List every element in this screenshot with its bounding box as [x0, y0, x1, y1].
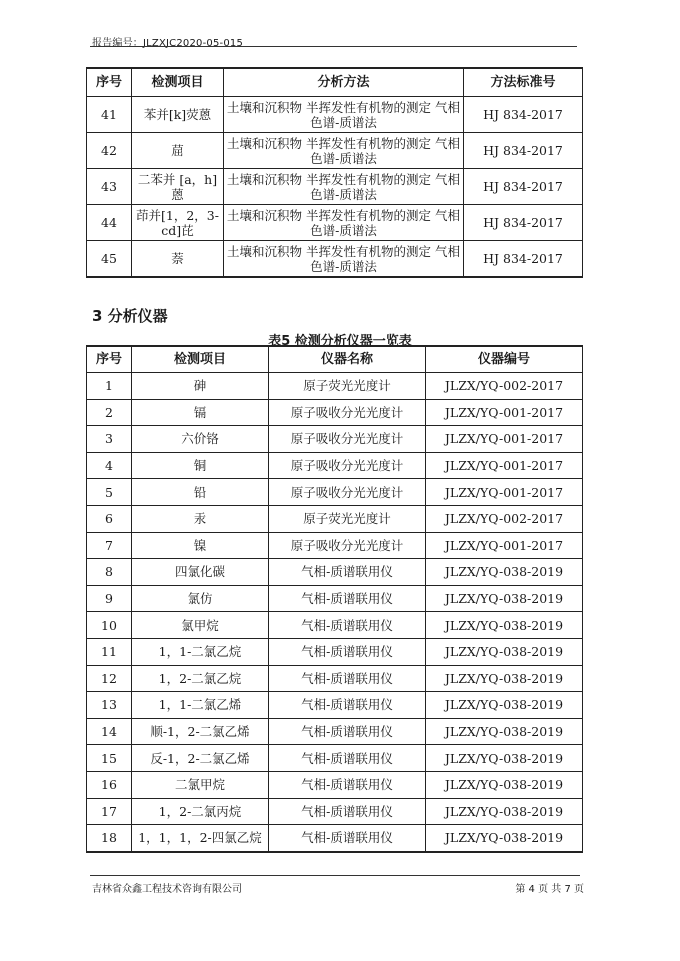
header-divider [90, 46, 577, 47]
table-caption: 表5 检测分析仪器一览表 [268, 334, 412, 349]
table-cell: JLZX/YQ-001-2017 [426, 452, 583, 479]
table-row [87, 399, 583, 426]
table-cell: JLZX/YQ-038-2019 [426, 825, 583, 852]
table-cell: 原子吸收分光光度计 [269, 426, 426, 453]
table-row [87, 241, 583, 278]
table-cell: HJ 834-2017 [464, 169, 583, 205]
table-row [87, 771, 583, 798]
company-name: 吉林省众鑫工程技术咨询有限公司 [92, 884, 242, 895]
table-cell: JLZX/YQ-002-2017 [426, 505, 583, 532]
table-cell: 12 [87, 665, 132, 692]
table-cell: JLZX/YQ-038-2019 [426, 771, 583, 798]
table-cell: 土壤和沉积物 半挥发性有机物的测定 气相色谱-质谱法 [224, 205, 464, 241]
column-header: 仪器名称 [269, 346, 426, 373]
table-row [87, 665, 583, 692]
table-cell: 8 [87, 559, 132, 586]
table-cell: 6 [87, 505, 132, 532]
table-cell: JLZX/YQ-038-2019 [426, 798, 583, 825]
footer-divider [90, 875, 580, 876]
section-title: 3 分析仪器 [92, 307, 168, 325]
table-cell: 原子荧光光度计 [269, 373, 426, 400]
table-cell: JLZX/YQ-038-2019 [426, 692, 583, 719]
column-header: 检测项目 [132, 68, 224, 97]
table-cell: 土壤和沉积物 半挥发性有机物的测定 气相色谱-质谱法 [224, 97, 464, 133]
method-table-header [87, 68, 583, 97]
table-cell: 䓛 [132, 133, 224, 169]
table-cell: 氯甲烷 [132, 612, 269, 639]
table-cell: 原子吸收分光光度计 [269, 399, 426, 426]
table-cell: 44 [87, 205, 132, 241]
table-cell: 7 [87, 532, 132, 559]
table-cell: 气相-质谱联用仪 [269, 665, 426, 692]
table-row [87, 169, 583, 205]
table-cell: JLZX/YQ-001-2017 [426, 399, 583, 426]
table-cell: 汞 [132, 505, 269, 532]
table-cell: 原子荧光光度计 [269, 505, 426, 532]
table-cell: 原子吸收分光光度计 [269, 452, 426, 479]
table-cell: HJ 834-2017 [464, 97, 583, 133]
table-row [87, 133, 583, 169]
table-cell: 10 [87, 612, 132, 639]
table-row [87, 97, 583, 133]
table-cell: 砷 [132, 373, 269, 400]
page-number: 第 4 页 共 7 页 [515, 884, 584, 895]
table-cell: 六价铬 [132, 426, 269, 453]
table-cell: 45 [87, 241, 132, 278]
table-cell: 气相-质谱联用仪 [269, 638, 426, 665]
table-cell: 苯并[k]荧蒽 [132, 97, 224, 133]
table-cell: 萘 [132, 241, 224, 278]
table-cell: 41 [87, 97, 132, 133]
column-header: 仪器编号 [426, 346, 583, 373]
table-cell: 气相-质谱联用仪 [269, 771, 426, 798]
column-header: 序号 [87, 68, 132, 97]
instrument-table [86, 345, 583, 853]
table-cell: HJ 834-2017 [464, 241, 583, 278]
table-cell: 1，1-二氯乙烯 [132, 692, 269, 719]
table-cell: 原子吸收分光光度计 [269, 532, 426, 559]
table-cell: 3 [87, 426, 132, 453]
table-cell: 13 [87, 692, 132, 719]
table-cell: 土壤和沉积物 半挥发性有机物的测定 气相色谱-质谱法 [224, 169, 464, 205]
table-cell: 土壤和沉积物 半挥发性有机物的测定 气相色谱-质谱法 [224, 241, 464, 278]
table-cell: JLZX/YQ-038-2019 [426, 559, 583, 586]
table-row [87, 205, 583, 241]
table-row [87, 532, 583, 559]
table-cell: 4 [87, 452, 132, 479]
table-cell: 1，2-二氯丙烷 [132, 798, 269, 825]
table-cell: 气相-质谱联用仪 [269, 585, 426, 612]
table-cell: 2 [87, 399, 132, 426]
table-row [87, 745, 583, 772]
column-header: 检测项目 [132, 346, 269, 373]
table-cell: 二氯甲烷 [132, 771, 269, 798]
table-cell: 17 [87, 798, 132, 825]
column-header: 分析方法 [224, 68, 464, 97]
table-row [87, 825, 583, 852]
report-number: 报告编号：JLZXJC2020-05-015 [92, 38, 244, 49]
table-cell: 5 [87, 479, 132, 506]
table-cell: JLZX/YQ-038-2019 [426, 612, 583, 639]
table-cell: 二苯并 [a，h]蒽 [132, 169, 224, 205]
table-cell: 9 [87, 585, 132, 612]
table-cell: 镉 [132, 399, 269, 426]
table-cell: 反-1，2-二氯乙烯 [132, 745, 269, 772]
table-cell: JLZX/YQ-038-2019 [426, 745, 583, 772]
table-row [87, 505, 583, 532]
table-cell: 11 [87, 638, 132, 665]
table-cell: 气相-质谱联用仪 [269, 559, 426, 586]
table-cell: 1，1，1，2-四氯乙烷 [132, 825, 269, 852]
table-row [87, 559, 583, 586]
table-cell: JLZX/YQ-001-2017 [426, 479, 583, 506]
table-row [87, 479, 583, 506]
table-row [87, 585, 583, 612]
table-cell: 1 [87, 373, 132, 400]
table-row [87, 373, 583, 400]
table-cell: 气相-质谱联用仪 [269, 798, 426, 825]
table-row [87, 612, 583, 639]
table-row [87, 692, 583, 719]
table-cell: 气相-质谱联用仪 [269, 825, 426, 852]
table-row [87, 718, 583, 745]
table-cell: JLZX/YQ-001-2017 [426, 426, 583, 453]
table-cell: 镍 [132, 532, 269, 559]
table-cell: JLZX/YQ-001-2017 [426, 532, 583, 559]
table-cell: 42 [87, 133, 132, 169]
table-cell: 铅 [132, 479, 269, 506]
column-header: 序号 [87, 346, 132, 373]
method-table [86, 67, 583, 278]
table-cell: 气相-质谱联用仪 [269, 745, 426, 772]
table-cell: JLZX/YQ-002-2017 [426, 373, 583, 400]
table-cell: 四氯化碳 [132, 559, 269, 586]
table-cell: JLZX/YQ-038-2019 [426, 665, 583, 692]
table-cell: 15 [87, 745, 132, 772]
table-cell: 铜 [132, 452, 269, 479]
instrument-table-header [87, 346, 583, 373]
table-cell: 气相-质谱联用仪 [269, 692, 426, 719]
table-cell: HJ 834-2017 [464, 205, 583, 241]
table-cell: 1，2-二氯乙烷 [132, 665, 269, 692]
table-cell: 氯仿 [132, 585, 269, 612]
table-cell: JLZX/YQ-038-2019 [426, 718, 583, 745]
table-cell: 茚并[1，2，3-cd]芘 [132, 205, 224, 241]
table-row [87, 426, 583, 453]
table-cell: JLZX/YQ-038-2019 [426, 585, 583, 612]
table-cell: JLZX/YQ-038-2019 [426, 638, 583, 665]
table-cell: 气相-质谱联用仪 [269, 718, 426, 745]
table-cell: 16 [87, 771, 132, 798]
table-cell: HJ 834-2017 [464, 133, 583, 169]
table-cell: 43 [87, 169, 132, 205]
table-cell: 14 [87, 718, 132, 745]
table-cell: 原子吸收分光光度计 [269, 479, 426, 506]
table-row [87, 638, 583, 665]
table-row [87, 798, 583, 825]
table-cell: 气相-质谱联用仪 [269, 612, 426, 639]
table-cell: 18 [87, 825, 132, 852]
column-header: 方法标准号 [464, 68, 583, 97]
table-cell: 顺-1，2-二氯乙烯 [132, 718, 269, 745]
table-cell: 1，1-二氯乙烷 [132, 638, 269, 665]
table-cell: 土壤和沉积物 半挥发性有机物的测定 气相色谱-质谱法 [224, 133, 464, 169]
table-row [87, 452, 583, 479]
